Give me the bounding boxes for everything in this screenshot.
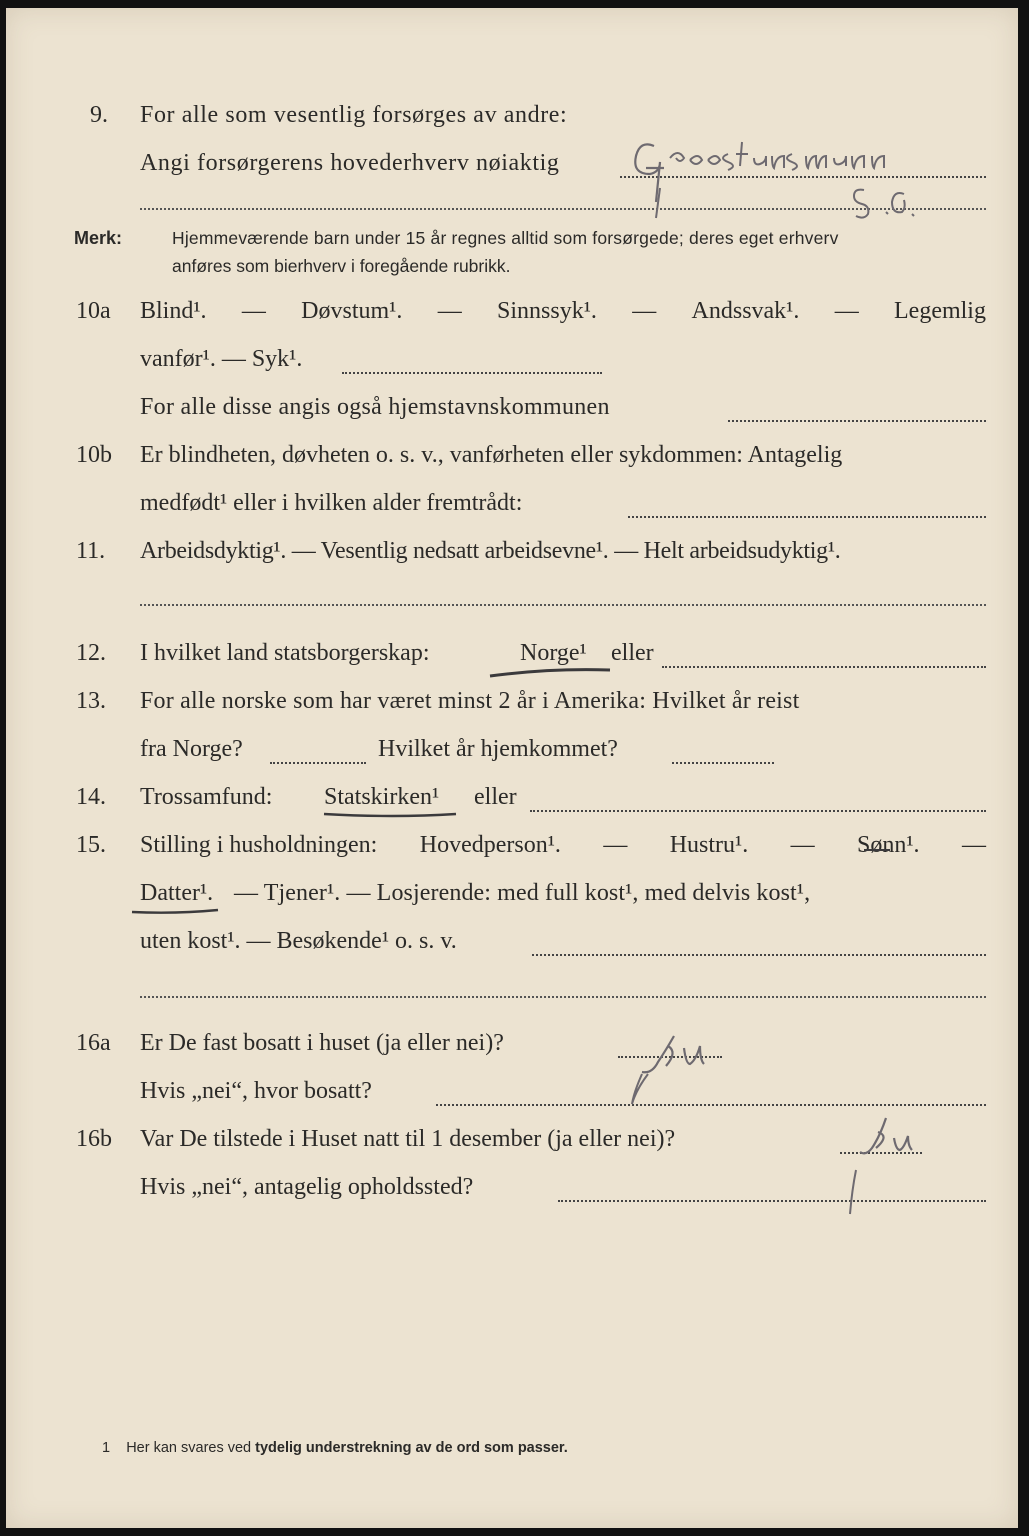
q10a-dash: —: [241, 298, 266, 324]
q16a-line1: Er De fast bosatt i huset (ja eller nei)?: [140, 1030, 504, 1056]
footnote-mark: 1: [102, 1440, 111, 1456]
q12-number: 12.: [76, 640, 106, 666]
q10a-option-blind[interactable]: Blind¹.: [140, 298, 207, 324]
q14-number: 14.: [76, 784, 106, 810]
q10a-dash: —: [437, 298, 462, 324]
q16a-line2: Hvis „nei“, hvor bosatt?: [140, 1078, 372, 1104]
q15-dash: —: [790, 832, 815, 858]
q16b-number: 16b: [76, 1126, 112, 1152]
q10b-number: 10b: [76, 442, 112, 468]
q13-line1: For alle norske som har været minst 2 år i Amerika: Hvilket år reist: [140, 688, 800, 714]
q14-option-statskirken[interactable]: Statskirken¹: [324, 784, 440, 810]
q16b-handwritten-answer: [6, 8, 1018, 1528]
q11-options: Arbeidsdyktig¹. — Vesentlig nedsatt arbeidsevne¹. — Helt arbeidsudyktig¹.: [140, 538, 841, 564]
q12-option-norge[interactable]: Norge¹: [520, 640, 587, 666]
q12-suffix: eller: [611, 640, 654, 666]
q15-line3: uten kost¹. — Besøkende¹ o. s. v.: [140, 928, 457, 954]
q10a-option-sinnssyk[interactable]: Sinnssyk¹.: [497, 298, 597, 324]
q15-dash: —: [603, 832, 628, 858]
q13-reist-label: fra Norge?: [140, 736, 243, 762]
q11-number: 11.: [76, 538, 106, 564]
q10b-line1: Er blindheten, døvheten o. s. v., vanførheten eller sykdommen: Antagelig: [140, 442, 843, 468]
q15-option-sonn[interactable]: Sønn¹.: [857, 832, 920, 858]
footnote-text-b: tydelig understrekning av de ord som passer.: [255, 1440, 568, 1456]
q15-line2-options: — Tjener¹. — Losjerende: med full kost¹, med delvis kost¹,: [234, 880, 811, 906]
q15-label: Stilling i husholdningen:: [140, 832, 378, 858]
q15-option-datter[interactable]: Datter¹.: [140, 880, 214, 906]
q10a-dash: —: [632, 298, 657, 324]
q16b-line1: Var De tilstede i Huset natt til 1 desember (ja eller nei)?: [140, 1126, 676, 1152]
q10a-option-dovstum[interactable]: Døvstum¹.: [301, 298, 403, 324]
q12-prefix: I hvilket land statsborgerskap:: [140, 640, 430, 666]
footnote-text-a: Her kan svares ved: [126, 1440, 252, 1456]
q15-option-hovedperson[interactable]: Hovedperson¹.: [419, 832, 561, 858]
q10a-option-andssvak[interactable]: Andssvak¹.: [691, 298, 800, 324]
q10a-option-legemlig[interactable]: Legemlig: [894, 298, 986, 324]
census-form-page: [6, 8, 1018, 1528]
q10a-line2: vanfør¹. — Syk¹.: [140, 346, 303, 372]
merk-note-line2: anføres som bierhverv i foregående rubrikk.: [172, 256, 511, 276]
q10a-dash: —: [834, 298, 859, 324]
q10a-line3: For alle disse angis også hjemstavnskommunen: [140, 394, 610, 420]
q13-number: 13.: [76, 688, 106, 714]
q10b-line2: medfødt¹ eller i hvilken alder fremtrådt:: [140, 490, 523, 516]
q13-hjemkommet-label: Hvilket år hjemkommet?: [378, 736, 618, 762]
q14-suffix: eller: [474, 784, 517, 810]
footnote: [102, 1440, 568, 1456]
q15-number: 15.: [76, 832, 106, 858]
merk-label: Merk:: [74, 228, 123, 248]
q9-question-line2: Angi forsørgerens hovederhverv nøiaktig: [140, 150, 560, 176]
merk-note-line1: Hjemmeværende barn under 15 år regnes alltid som forsørgede; deres eget erhverv: [172, 228, 839, 248]
q14-prefix: Trossamfund:: [140, 784, 273, 810]
q10a-number: 10a: [76, 298, 111, 324]
q9-number: 9.: [90, 102, 108, 128]
q15-dash: —: [961, 832, 986, 858]
q16b-line2: Hvis „nei“, antagelig opholdssted?: [140, 1174, 474, 1200]
q16a-number: 16a: [76, 1030, 111, 1056]
q15-option-hustru[interactable]: Hustru¹.: [669, 832, 749, 858]
q9-question-line1: For alle som vesentlig forsørges av andre:: [140, 102, 568, 128]
